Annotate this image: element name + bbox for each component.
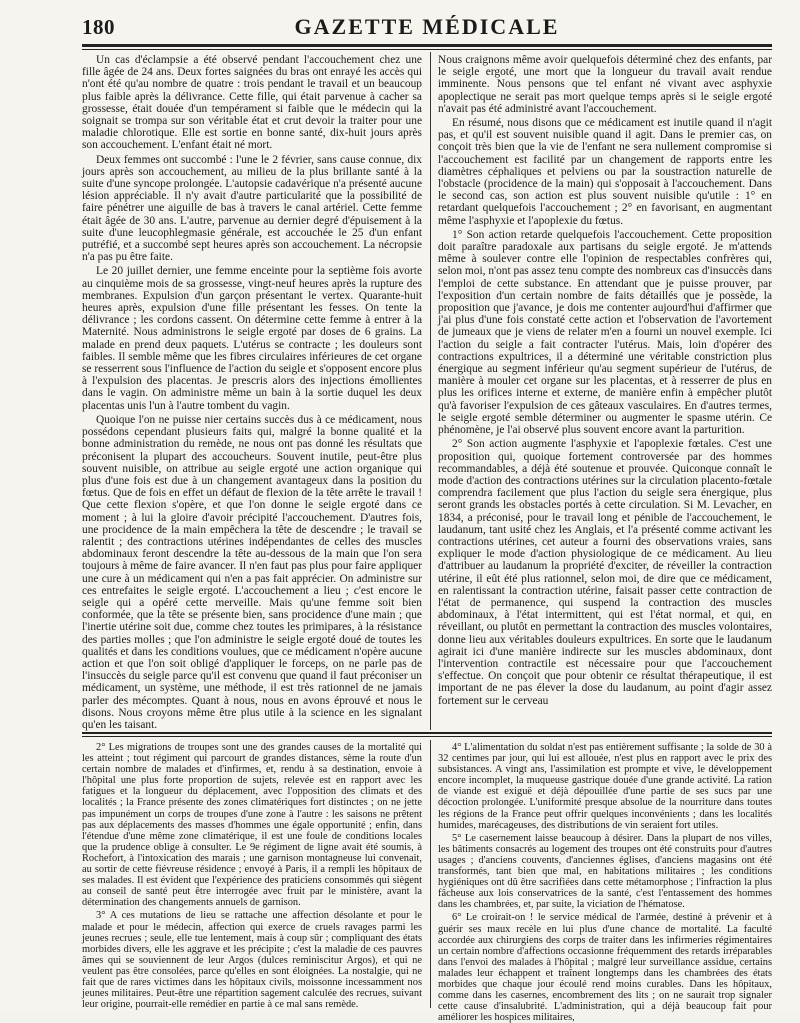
- journal-title: GAZETTE MÉDICALE: [294, 14, 560, 39]
- paragraph-two-deaths: Deux femmes ont succombé : l'une le 2 février, sans cause connue, dix jours après son accouchement, au milieu de la plus brillante santé à la suite d'une syncope prolongée. L'autopsie cadavérique n'a présenté aucune lésion appréciable. Il n'y avait d'autre particularité que la possibilité de faire pénétrer une aiguille de bas à travers le canal artériel. Cette femme était âgée de 30 ans. L'autre, parvenue au dernier degré d'épuisement à la suite d'une leucophlegmasie générale, est accouchée le 25 d'un enfant putréfié, et a succombé sept heures après son accouchement. La nécropsie n'a pas pu être faite.: [82, 153, 422, 264]
- section-rule: [82, 732, 772, 734]
- paragraph-action-asphyxia: 2° Son action augmente l'asphyxie et l'apoplexie fœtales. C'est une proposition qui, quoique fortement controversée par des hommes recommandables, a déjà été soutenue et prouvée. Quiconque connaît le mode d'action des contractions utérines sur la circulation placento-fœtale comprendra facilement que plus l'action du seigle sera énergique, plus seront grands les obstacles portés à cette circulation. Si M. Levacher, en 1834, a préconisé, pour le travail long et pénible de l'accouchement, le laudanum, tant usité chez les Anglais, et l'a présenté comme activant les contractions utérines, cet auteur a fourni des observations vraies, sans expliquer le mode d'action physiologique de ce médicament. Au lieu d'attribuer au laudanum la propriété d'exciter, de réveiller la contraction utérine, il eût été plus rationnel, selon moi, de dire que ce médicament, en ralentissant la contraction utérine, faisait passer cette contraction de l'état de permanence, qui suspend la contraction des muscles abdominaux, à l'état intermittent, qui est l'état normal, et qui, en réveillant, ou plutôt en permettant la contraction des muscles volontaires, donne lieu aux véritables douleurs expultrices. En sorte que le laudanum agirait ici d'une manière indirecte sur les muscles abdominaux, dont l'intervention contractile est nécessaire pour que l'accouchement s'effectue. On conçoit que pour obtenir ce résultat thérapeutique, il est important de ne pas élever la dose du laudanum, au point d'agir assez fortement sur le cerveau: [438, 438, 772, 707]
- column-divider-top: [430, 52, 431, 730]
- paragraph-alimentation: 4° L'alimentation du soldat n'est pas entièrement suffisante ; la solde de 30 à 32 centimes par jour, qui lui est allouée, n'est plus en rapport avec le prix des subsistances. A vingt ans, l'assimilation est prompte et vive, le développement encore incomplet, la muqueuse gastrique douée d'une grande activité. La ration de viande est exiguë et déjà dépouillée d'une partie de ses sucs par une décoction prolongée. L'uniformité presque absolue de la nourriture dans toutes les régions de la France peut offrir quelques inconvénients ; dans les localités humides, marécageuses, des distributions de vin seraient fort utiles.: [438, 742, 772, 831]
- page-number: 180: [82, 15, 115, 39]
- paragraph-action-retards: 1° Son action retarde quelquefois l'accouchement. Cette proposition doit paraître paradoxale aux partisans du seigle ergoté. Je m'attends même à soulever contre elle l'opinion de respectables confrères qui, selon moi, n'ont pas assez tenu compte des nombreux cas d'insuccès dans l'emploi de cette substance. En attendant que je puisse prouver, par l'exposition d'un certain nombre de faits détaillés que je possède, la proposition que j'avance, je dois me contenter aujourd'hui d'affirmer que j'ai plus d'une fois constaté cette action et l'observation de l'avortement de jumeaux que je viens de relater m'en a fourni un nouvel exemple. Ici l'action du seigle a fait contracter l'utérus. Mais, loin d'opérer des contractions expultrices, il a déterminé une véritable constriction plus énergique au segment inférieur qu'au segment supérieur de l'utérus, de manière à mouler cet organe sur les placentas, et à resserrer de plus en plus les orifices interne et externe, de manière enfin à empêcher plutôt qu'à favoriser l'expulsion de ces gâteaux vasculaires. En d'autres termes, le seigle ergoté semble déterminer ou augmenter le spasme utérin. Ce phénomène, je l'ai observé plus souvent encore avant la parturition.: [438, 228, 772, 437]
- top-right-column: [438, 54, 772, 730]
- column-divider-bottom: [430, 740, 431, 1008]
- header-rule-thin: [82, 49, 772, 50]
- paragraph-troop-migrations: 2° Les migrations de troupes sont une des grandes causes de la mortalité qui les atteint ; tout régiment qui parcourt de grandes distances, sème la route d'un certain nombre de malades et d'infirmes, et, rendu à sa destination, envoie à l'hôpital une plus forte proportion de sujets, relevée est en rapport avec les fatigues et la longueur du déplacement, avec l'opposition des climats et des localités ; la France présente des zones climatériques fort distinctes ; on ne jette pas impunément un corps de troupes d'une zone à l'autre : les saisons ne prêtent pas aux déplacements des masses d'hommes une égale opportunité ; enfin, dans l'étendue d'une même zone climatérique, il est une foule de conditions locales que la prudence oblige à consulter. Le 9e régiment de ligne avait été soumis, à Rochefort, à l'intoxication des marais ; une garnison montagneuse lui convenait, au sortir de cette fiévreuse résidence ; envoyé à Paris, il a rempli les hôpitaux de ses malades. Il est évident que l'expérience des praticiens consommés qui siègent au conseil de santé peut être interrogée avec fruit par le ministère, avant la détermination des changements annuels de garnison.: [82, 742, 422, 909]
- bottom-right-column: [438, 742, 772, 1023]
- page-header: [82, 12, 772, 40]
- bottom-left-column: [82, 742, 422, 1011]
- paragraph-twin-abortion: Le 20 juillet dernier, une femme enceinte pour la septième fois avorte au cinquième mois de sa grossesse, vingt-neuf heures après la rupture des membranes. Expulsion d'un garçon présentant le vertex. Quarante-huit heures après, expulsion d'une fille présentant les fesses. On tente la délivrance ; les cordons cassent. On détermine cette femme à entrer à la Maternité. Nous administrons le seigle ergoté par doses de 6 grains. La malade en prend deux paquets. L'utérus se contracte ; les douleurs sont faibles. Il semble même que les fibres circulaires inférieures de cet organe se resserrent sous l'influence de l'action du seigle et s'opposent encore plus à l'expulsion des placentas. Je prescris alors des injections émollientes dans le vagin. On administre même un bain à la sortie duquel les deux placentas unis l'un à l'autre tombent du vagin.: [82, 265, 422, 412]
- top-left-column: [82, 54, 422, 730]
- paragraph-ergot-failures: Quoique l'on ne puisse nier certains succès dus à ce médicament, nous possédons cependant plusieurs faits qui, malgré la bonne qualité et la bonne administration du remède, ne nous ont pas donné les résultats que préconisent la plupart des accoucheurs. Souvent inutile, peut-être plus souvent nuisible, on attribue au seigle ergoté une action organique qui plus d'une fois est due à un changement avantageux dans la position du fœtus. Que de fois en effet un défaut de flexion de la tête arrête le travail ! Que cette flexion s'opère, et que l'on donne le seigle ergoté dans ce moment ; à lui la gloire d'avoir précipité l'accouchement. D'autres fois, une procidence de la main empêchera la tête de descendre ; le travail se ralentit ; des contractions utérines indépendantes de celles des muscles abdominaux feront descendre la tête au-dessous de la main que l'on sera toujours à même de faire avancer. Il n'en faut pas plus pour faire appliquer une cure à un médicament qui n'en a pas fait apprécier. On administre sur ces entrefaites le seigle ergoté. L'accouchement a lieu ; c'est encore le seigle qui a opéré cette merveille. Mais qu'une femme soit bien conformée, que la tête se présente bien, sans procidence d'une main ; que l'inertie utérine soit due, comme chez toutes les primipares, à la résistance des parties molles ; que l'on administre le seigle ergoté doué de toutes les qualités et dans les conditions voulues, que ce médicament n'opère aucune action et que l'on soit obligé d'appliquer le forceps, on ne parle pas de l'insuccès du seigle parce qu'il est convenu que quand il faut préconiser un médicament, un système, une méthode, il est très rationnel de ne jamais parler des mécomptes. Quant à nous, nous en avons éprouvé et nous le disons. Nous croyons même être plus utile à la science en les signalant qu'en les taisant.: [82, 413, 422, 731]
- header-rule: [82, 44, 772, 47]
- paragraph-summary: En résumé, nous disons que ce médicament est inutile quand il n'agit pas, et qu'il est souvent nuisible quand il agit. Dans le premier cas, on conçoit très bien que la vie de l'enfant ne sera nullement compromise si l'accouchement est facilité par un changement de rapports entre les diamètres céphaliques et pelviens ou par la soustraction naturelle de l'obstacle (procidence de la main) qui s'opposait à l'accouchement. Dans le second cas, son action est plus souvent nuisible qu'utile : 1° en retardant quelquefois l'accouchement ; 2° en favorisant, en augmentant même l'asphyxie et l'apoplexie du fœtus.: [438, 117, 772, 227]
- paragraph-medical-service: 6° Le croirait-on ! le service médical de l'armée, destiné à prévenir et à guérir ses maux recèle en lui plus d'une chance de mortalité. La faculté accordée aux chirurgiens des corps de traiter dans les infirmeries régimentaires un certain nombre d'affections occasionne fréquemment des retards irréparables dans l'envoi des malades à l'hôpital ; malgré leur surveillance assidue, certains malades leur échappent et traînent longtemps dans les chambrées des états morbides que chaque jour écoulé rend moins curables. Dans les hôpitaux, comme dans les casernes, encombrement des lits ; on ne saurait trop signaler cette cause d'insalubrité. L'administration, qui a déjà beaucoup fait pour améliorer les hospices militaires,: [438, 912, 772, 1023]
- section-rule-thin: [82, 736, 772, 737]
- paragraph-nostalgia: 3° A ces mutations de lieu se rattache une affection désolante et pour le malade et pour le médecin, affection qui exerce de cruels ravages parmi les jeunes recrues ; seule, elle tue lentement, mais à coup sûr ; compliquant des états morbides divers, elle les aggrave et les précipite ; c'est la maladie de ces pauvres âmes qui se souviennent de leur Argos (dulces reminiscitur Argos), et qui ne veulent pas être consolées, parce qu'elles en sont éloignées. La nostalgie, qui ne fait que de rares victimes dans les hôpitaux civils, moissonne incessamment nos jeunes militaires. Peut-être une répartition sagement calculée des recrues, suivant leur origine, pourrait-elle remédier en partie à ce mal sans remède.: [82, 910, 422, 1011]
- paragraph-eclampsia: Un cas d'éclampsie a été observé pendant l'accouchement chez une fille âgée de 24 ans. Deux fortes saignées du bras ont enrayé les accès qui n'ont été qu'au nombre de quatre : trois pendant le travail et un beaucoup plus faible après la délivrance. Cette fille, qui était parvenue à cacher sa grossesse, était douée d'un tempérament si faible que le médecin qui la soignait se trompa sur son véritable état et crut devoir la traiter pour une maladie chlorotique. Elle est sortie en bonne santé, dix-huit jours après son accouchement. L'enfant était né mort.: [82, 54, 422, 152]
- paragraph-continuation: Nous craignons même avoir quelquefois déterminé chez des enfants, par le seigle ergoté, une mort que la longueur du travail avait rendue imminente. Nous pensons que tel enfant né vivant avec asphyxie apoplectique ne serait pas mort quelque temps après si le seigle ergoté n'avait pas été administré avant l'accouchement.: [438, 54, 772, 115]
- paragraph-barracks: 5° Le casernement laisse beaucoup à désirer. Dans la plupart de nos villes, les bâtiments consacrés au logement des troupes ont été construits pour d'autres usages ; d'anciens couvents, d'anciennes églises, d'anciens magasins ont été transformés, tant bien que mal, en habitations militaires ; les conditions hygiéniques ont dû être sacrifiées dans cette métamorphose ; l'infraction la plus fâcheuse aux lois conservatrices de la santé, c'est l'entassement des hommes dans les chambrées, et, par suite, la viciation de l'hématose.: [438, 832, 772, 911]
